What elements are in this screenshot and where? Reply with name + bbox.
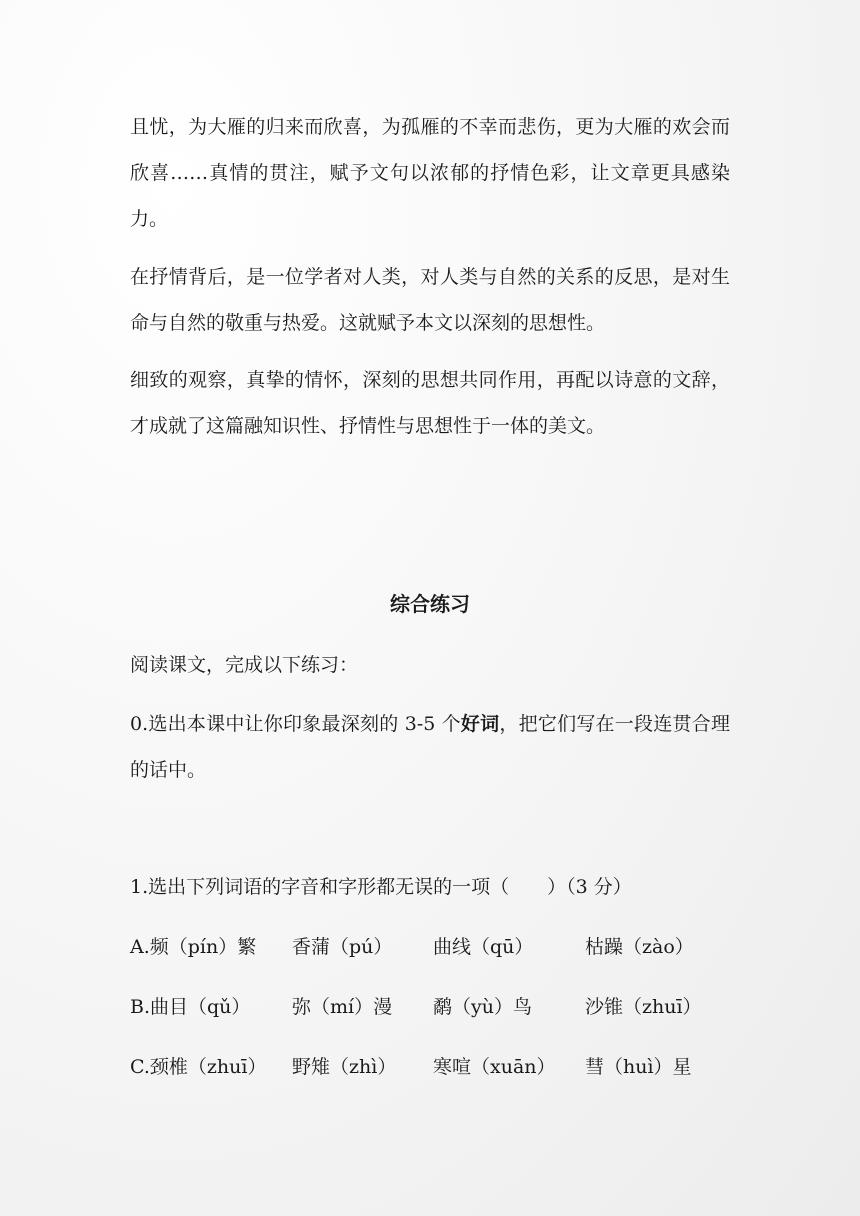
option-item: B.曲目（qǔ） [130,996,251,1018]
instruction-text: 阅读课文，完成以下练习： [130,654,359,676]
question-0-text-before: 0.选出本课中让你印象最深刻的 3-5 个 [130,713,461,735]
option-item: 寒喧（xuān） [433,1056,556,1078]
option-item: 枯躁（zào） [585,936,694,958]
body-paragraph: 细致的观察，真挚的情怀，深刻的思想共同作用，再配以诗意的文辞，才成就了这篇融知识性、抒情性与思想性于一体的美文。 [130,369,730,437]
option-item: 弥（mí）漫 [292,996,393,1018]
option-item: 曲线（qū） [433,936,534,958]
body-paragraph: 且忧，为大雁的归来而欣喜，为孤雁的不幸而悲伤，更为大雁的欢会而欣喜……真情的贯注，赋予文句以浓郁的抒情色彩，让文章更具感染力。 [130,116,730,230]
option-item: 香蒲（pú） [292,936,393,958]
question-0-text-after: ，把它们写在一段连贯合理的话中。 [130,713,730,781]
option-item: A.频（pín）繁 [130,936,257,958]
option-item: 沙锥（zhuī） [585,996,702,1018]
question-1-stem: 1.选出下列词语的字音和字形都无误的一项（ ）（3 分） [130,876,632,898]
option-item: 彗（huì）星 [585,1056,692,1078]
section-title: 综合练习 [390,592,470,616]
option-item: 野雉（zhì） [292,1056,397,1078]
body-paragraph: 在抒情背后，是一位学者对人类，对人类与自然的关系的反思，是对生命与自然的敬重与热爱。这就赋予本文以深刻的思想性。 [130,266,730,334]
option-item: C.颈椎（zhuī） [130,1056,267,1078]
option-item: 鹬（yù）鸟 [433,996,532,1018]
question-0-bold-text: 好词 [460,713,500,735]
question-0 [130,701,730,793]
